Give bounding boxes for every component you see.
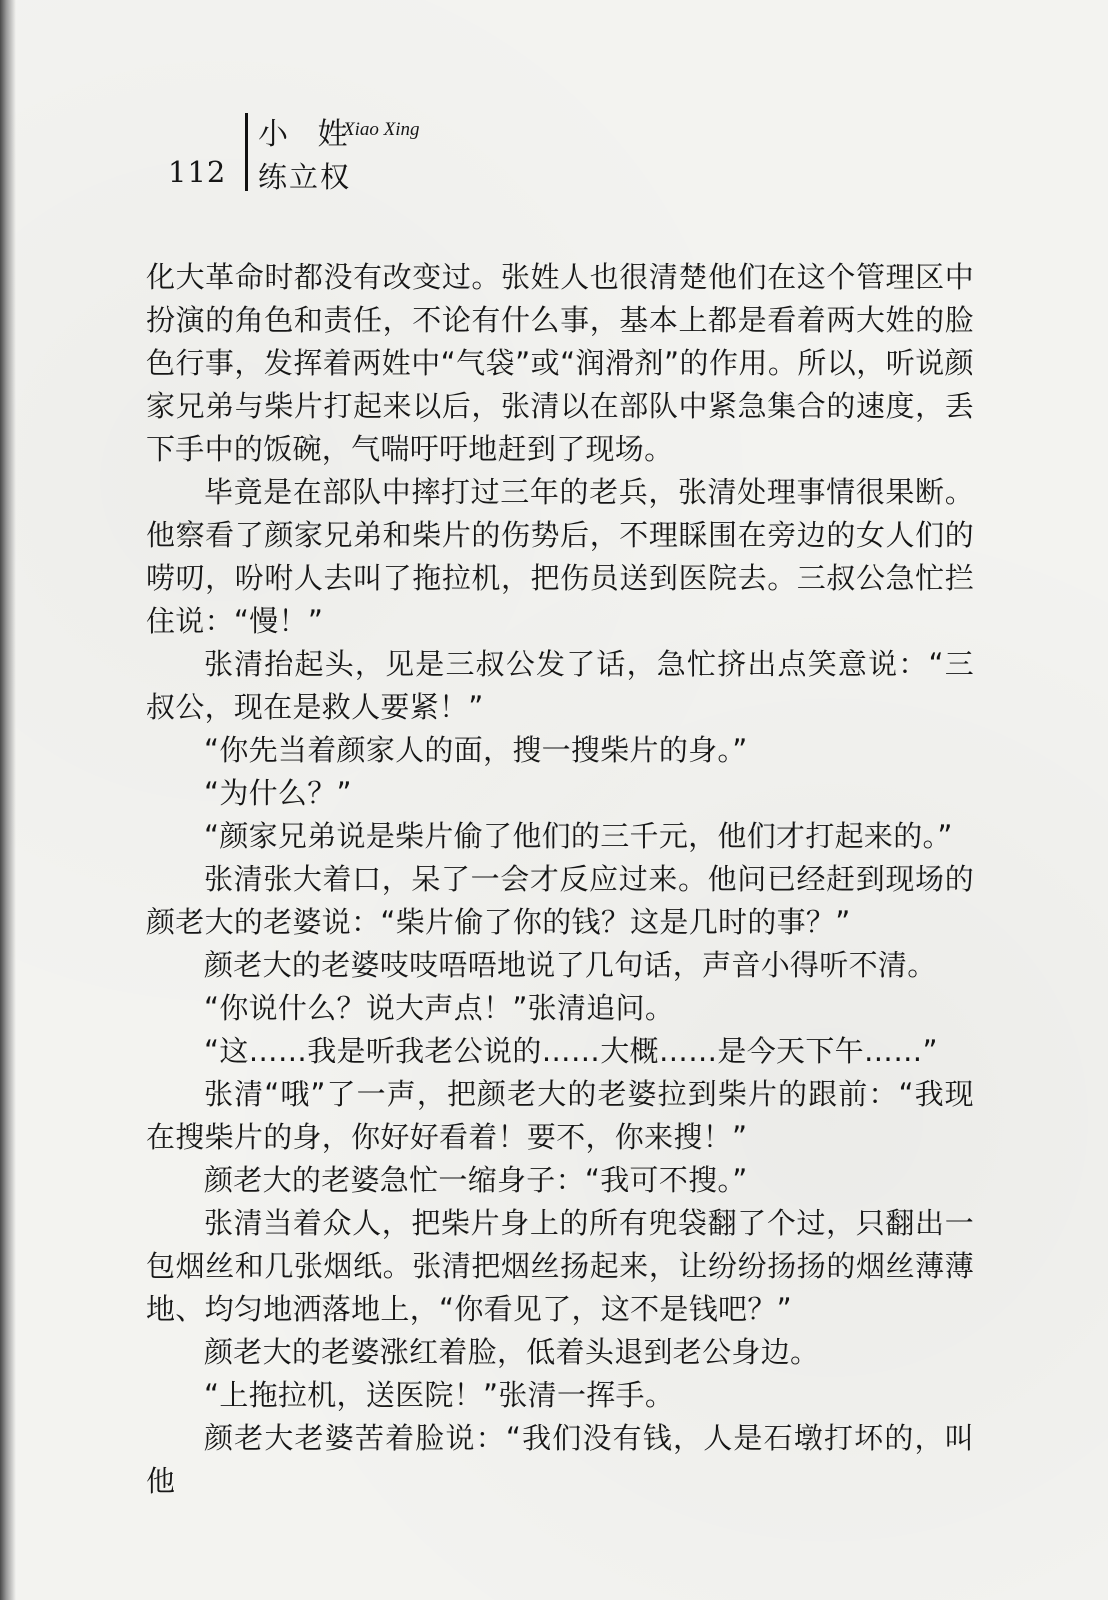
paragraph: 张清“哦”了一声，把颜老大的老婆拉到柴片的跟前：“我现在搜柴片的身，你好好看着！要不，你来搜！” xyxy=(146,1077,974,1154)
paragraph: 化大革命时都没有改变过。张姓人也很清楚他们在这个管理区中扮演的角色和责任，不论有什么事，基本上都是看着两大姓的脸色行事，发挥着两姓中“气袋”或“润滑剂”的作用。所以，听说颜家兄弟与柴片打起来以后，张清以在部队中紧急集合的速度，丢下手中的饭碗，气喘吁吁地赶到了现场。 xyxy=(146,260,974,466)
paragraph: 颜老大的老婆急忙一缩身子：“我可不搜。” xyxy=(204,1163,748,1197)
page-number: 112 xyxy=(168,155,227,189)
paragraph: 颜老大的老婆涨红着脸，低着头退到老公身边。 xyxy=(204,1335,820,1369)
paragraph: “上拖拉机，送医院！”张清一挥手。 xyxy=(204,1378,675,1412)
page-binding-edge xyxy=(0,0,16,1600)
paragraph: “为什么？” xyxy=(204,776,352,810)
paragraph: 张清当着众人，把柴片身上的所有兜袋翻了个过，只翻出一包烟丝和几张烟纸。张清把烟丝扬起来，让纷纷扬扬的烟丝薄薄地、均匀地洒落地上，“你看见了，这不是钱吧？” xyxy=(146,1206,974,1326)
author-name: 练立权 xyxy=(258,160,352,194)
body-text xyxy=(146,256,974,1503)
paragraph: “你说什么？说大声点！”张清追问。 xyxy=(204,991,675,1025)
paragraph: 张清抬起头，见是三叔公发了话，急忙挤出点笑意说：“三叔公，现在是救人要紧！” xyxy=(146,647,974,724)
paragraph: 颜老大的老婆吱吱唔唔地说了几句话，声音小得听不清。 xyxy=(204,948,937,982)
paragraph: 毕竟是在部队中摔打过三年的老兵，张清处理事情很果断。他察看了颜家兄弟和柴片的伤势后，不理睬围在旁边的女人们的唠叨，吩咐人去叫了拖拉机，把伤员送到医院去。三叔公急忙拦住说：“慢！” xyxy=(146,475,974,638)
paragraph: “颜家兄弟说是柴片偷了他们的三千元，他们才打起来的。” xyxy=(204,819,953,853)
paragraph: “你先当着颜家人的面，搜一搜柴片的身。” xyxy=(204,733,748,767)
paragraph: 颜老大老婆苦着脸说：“我们没有钱，人是石墩打坏的，叫他 xyxy=(146,1421,974,1498)
paragraph: “这……我是听我老公说的……大概……是今天下午……” xyxy=(204,1034,938,1068)
story-title: 小 姓 xyxy=(258,117,358,152)
paragraph: 张清张大着口，呆了一会才反应过来。他问已经赶到现场的颜老大的老婆说：“柴片偷了你的钱？这是几时的事？” xyxy=(146,862,974,939)
header-divider xyxy=(245,113,248,191)
running-header xyxy=(0,105,1108,205)
story-title-pinyin: Xiao Xing xyxy=(343,119,420,140)
